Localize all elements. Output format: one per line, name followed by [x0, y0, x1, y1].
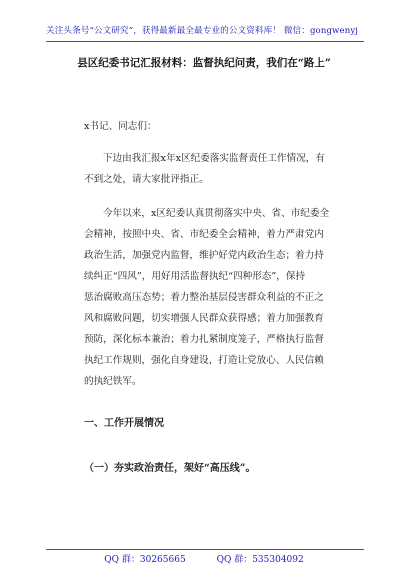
section-heading: 一、工作开展情况	[84, 418, 164, 429]
header-promo-text: 关注头条号“公文研究”，获得最新最全最专业的公文资料库！ 微信：gongwenyj	[46, 26, 359, 36]
footer-divider	[46, 549, 364, 550]
paragraph-line: 的执纪铁军。	[84, 376, 142, 387]
footer	[0, 552, 408, 565]
footer-qq-group-2: QQ 群：535304092	[216, 555, 304, 565]
subsection-heading: （一）夯实政治责任，架好“高压线”。	[84, 463, 256, 474]
paragraph-line: 会精神，按照中央、省、市纪委全会精神，着力严肃党内	[84, 229, 324, 240]
paragraph-line: 惩治腐败高压态势；着力整治基层侵害群众利益的不正之	[84, 292, 324, 303]
paragraph-intro	[84, 148, 346, 190]
document-title: 县区纪委书记汇报材料：监督执纪问责，我们在“路上”	[77, 57, 331, 69]
paragraph-line: 政治生活，加强党内监督，维护好党内政治生态；着力持	[84, 250, 324, 261]
paragraph-line: 风和腐败问题，切实增强人民群众获得感；着力加强教育	[84, 313, 324, 324]
header-divider	[46, 41, 364, 42]
paragraph-line: 不到之处，请大家批评指正。	[84, 174, 209, 185]
paragraph-line: 下边由我汇报x年x区纪委落实监督责任工作情况，有	[103, 153, 325, 164]
salutation	[84, 116, 346, 137]
paragraph-line: 执纪工作规则，强化自身建设，打造让党放心、人民信赖	[84, 355, 324, 366]
salutation-text: x书记、同志们：	[84, 121, 157, 132]
paragraph-line: 今年以来，x区纪委认真贯彻落实中央、省、市纪委全	[103, 208, 330, 219]
paragraph-line: 预防，深化标本兼治；着力扎紧制度笼子，严格执行监督	[84, 334, 324, 345]
paragraph-line: 续纠正“四风”，用好用活监督执纪“四种形态”，保持	[84, 271, 306, 282]
paragraph-summary	[84, 203, 346, 392]
footer-qq-group-1: QQ 群：30265665	[104, 555, 186, 565]
